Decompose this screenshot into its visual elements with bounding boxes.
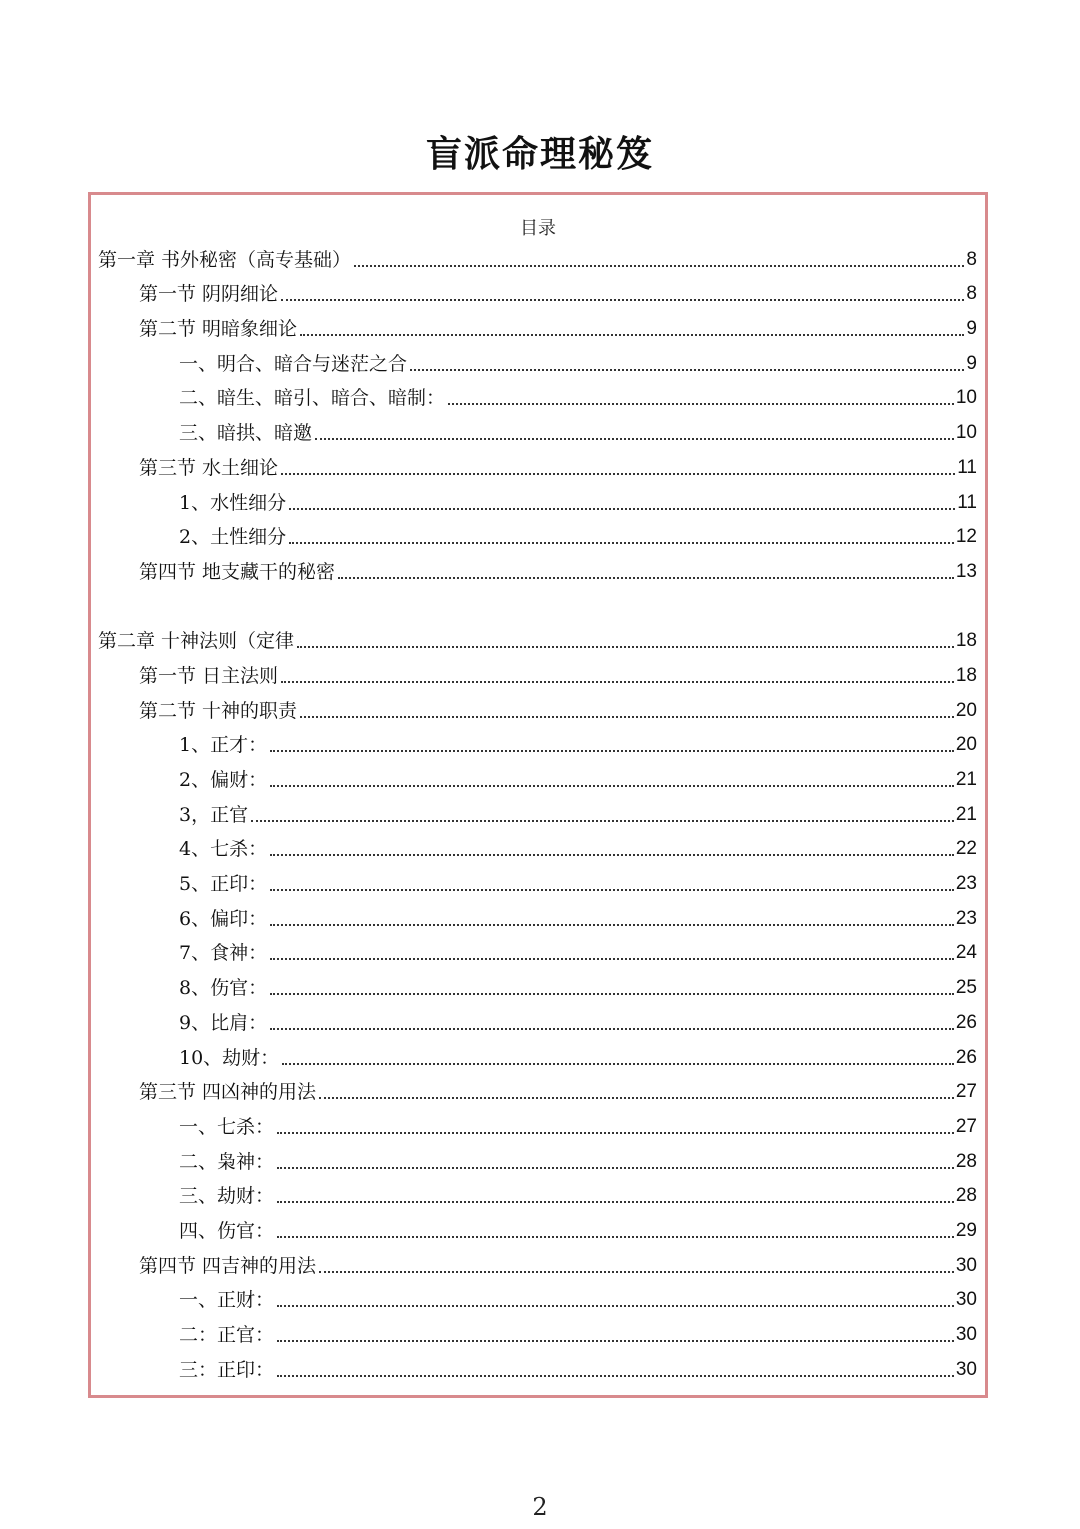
toc-entry-label: 二、暗生、暗引、暗合、暗制： [179,387,446,410]
dot-leader [270,854,954,856]
toc-entry-page: 12 [955,526,977,548]
toc-entry-label: 第二节 十神的职责 [139,699,298,722]
toc-entry-page: 26 [955,1011,977,1033]
dot-leader [270,993,954,995]
toc-subsection-entry[interactable] [98,1144,977,1179]
toc-entry-label: 2、土性细分 [179,526,287,549]
dot-leader [354,265,964,267]
toc-entry-label: 第三节 四凶神的用法 [139,1081,317,1104]
toc-entry-page: 13 [955,560,977,582]
toc-entry-page: 27 [955,1081,977,1103]
dot-leader [270,750,954,752]
toc-entry-label: 二：正官： [179,1324,275,1346]
toc-entry-label: 一、明合、暗合与迷茫之合 [179,352,408,375]
toc-entry-label: 10、劫财： [179,1046,280,1069]
toc-subsection-entry[interactable] [98,1317,977,1352]
toc-chapter-entry[interactable] [98,624,977,659]
toc-section-entry[interactable] [98,450,977,485]
dot-leader [281,681,954,683]
toc-section-entry[interactable] [98,693,977,728]
toc-entry-page: 23 [955,907,977,929]
toc-entry-label: 4、七杀： [179,838,268,861]
dot-leader [315,438,954,440]
toc-section-entry[interactable] [98,277,977,312]
toc-entry-page: 22 [955,838,977,860]
toc-entry-label: 6、偏印： [179,907,268,930]
toc-entry-label: 9、比肩： [179,1011,268,1034]
toc-heading: 目录 [520,218,556,239]
toc-section-entry[interactable] [98,554,977,589]
toc-entry-page: 30 [955,1289,977,1311]
toc-subsection-entry[interactable] [98,970,977,1005]
dot-leader [270,1028,954,1030]
toc-subsection-entry[interactable] [98,346,977,381]
toc-chapter-entry[interactable] [98,242,977,277]
dot-leader [270,958,954,960]
toc-subsection-entry[interactable] [98,1352,977,1387]
dot-leader [319,1271,954,1273]
toc-subsection-entry[interactable] [98,866,977,901]
toc-entry-label: 第三节 水土细论 [139,456,279,479]
toc-subsection-entry[interactable] [98,936,977,971]
toc-entry-page: 21 [955,769,977,790]
toc-entry-page: 29 [955,1219,977,1241]
toc-entry-page: 11 [957,456,977,478]
dot-leader [277,1167,954,1169]
toc-entry-label: 第四节 地支藏干的秘密 [139,560,336,583]
toc-entry-page: 30 [955,1254,977,1276]
dot-leader [277,1132,954,1134]
toc-entry-page: 9 [966,352,977,374]
toc-entry-label: 2、偏财： [179,769,268,791]
toc-entry-page: 8 [966,248,977,270]
toc-subsection-entry[interactable] [98,901,977,936]
toc-entry-page: 28 [955,1185,977,1207]
toc-entry-page: 30 [955,1324,977,1345]
dot-leader [300,334,964,336]
toc-entry-page: 18 [955,664,977,686]
toc-entry-label: 3，正官 [179,803,249,826]
dot-leader [448,403,954,405]
document-title: 盲派命理秘笈 [425,133,654,175]
toc-entry-label: 1、水性细分 [179,491,287,514]
toc-entry-page: 21 [955,803,977,825]
toc-entry-label: 5、正印： [179,873,268,896]
dot-leader [297,646,954,648]
toc-entry-label: 二、枭神： [179,1150,275,1173]
toc-entry-page: 18 [955,630,977,652]
dot-leader [277,1340,954,1342]
dot-leader [277,1305,954,1307]
toc-entry-label: 第四节 四吉神的用法 [139,1254,317,1277]
toc-section-entry[interactable] [98,311,977,346]
dot-leader [300,716,954,718]
dot-leader [289,508,955,510]
toc-entry-page: 10 [955,387,977,409]
toc-entry-page: 26 [955,1046,977,1068]
toc-list [98,242,977,1387]
toc-subsection-entry[interactable] [98,1040,977,1075]
dot-leader [277,1201,954,1203]
dot-leader [410,369,964,371]
toc-entry-page: 27 [955,1115,977,1137]
toc-entry-label: 第二节 明暗象细论 [139,318,298,341]
toc-subsection-entry[interactable] [98,832,977,867]
toc-frame [88,192,988,1398]
toc-subsection-entry[interactable] [98,520,977,555]
toc-entry-page: 9 [966,318,977,340]
toc-subsection-entry[interactable] [98,728,977,763]
toc-subsection-entry[interactable] [98,1109,977,1144]
toc-entry-page: 20 [955,699,977,721]
toc-section-entry[interactable] [98,1075,977,1110]
dot-leader [281,473,955,475]
toc-entry-label: 1、正才： [179,734,268,757]
dot-leader [270,889,954,891]
toc-entry-label: 8、伤官： [179,977,268,1000]
toc-subsection-entry[interactable] [98,1213,977,1248]
toc-entry-label: 四、伤官： [179,1219,275,1242]
toc-section-entry[interactable] [98,1248,977,1283]
dot-leader [282,1063,954,1065]
toc-entry-label: 三、暗拱、暗邀 [179,422,313,445]
dot-leader [319,1097,954,1099]
toc-subsection-entry[interactable] [98,797,977,832]
dot-leader [277,1236,954,1238]
toc-section-entry[interactable] [98,658,977,693]
dot-leader [289,542,954,544]
toc-entry-label: 第一节 阴阴细论 [139,283,279,306]
dot-leader [251,820,954,822]
toc-entry-page: 11 [957,491,977,513]
toc-entry-page: 10 [955,422,977,444]
toc-entry-page: 23 [955,873,977,895]
toc-subsection-entry[interactable] [98,381,977,416]
toc-subsection-entry[interactable] [98,1005,977,1040]
toc-entry-label: 三：正印： [179,1358,275,1381]
dot-leader [281,299,964,301]
toc-entry-page: 24 [955,942,977,964]
toc-entry-label: 第一节 日主法则 [139,664,279,687]
toc-entry-page: 30 [955,1358,977,1380]
toc-subsection-entry[interactable] [98,415,977,450]
toc-subsection-entry[interactable] [98,1179,977,1214]
toc-subsection-entry[interactable] [98,485,977,520]
toc-entry-label: 第一章 书外秘密（高专基础） [98,248,352,271]
toc-entry-label: 第二章 十神法则（定律 [98,630,295,653]
toc-entry-page: 28 [955,1150,977,1172]
toc-entry-label: 一、七杀： [179,1115,275,1138]
toc-entry-label: 三、劫财： [179,1185,275,1208]
dot-leader [270,924,954,926]
dot-leader [270,785,954,787]
toc-entry-page: 25 [955,977,977,999]
toc-entry-label: 7、食神： [179,942,268,965]
dot-leader [277,1375,954,1377]
dot-leader [338,577,954,579]
toc-subsection-entry[interactable] [98,1283,977,1318]
toc-entry-label: 一、正财： [179,1289,275,1312]
toc-entry-page: 8 [966,283,977,305]
toc-subsection-entry[interactable] [98,762,977,797]
toc-entry-page: 20 [955,734,977,756]
page-number: 2 [532,1493,548,1521]
